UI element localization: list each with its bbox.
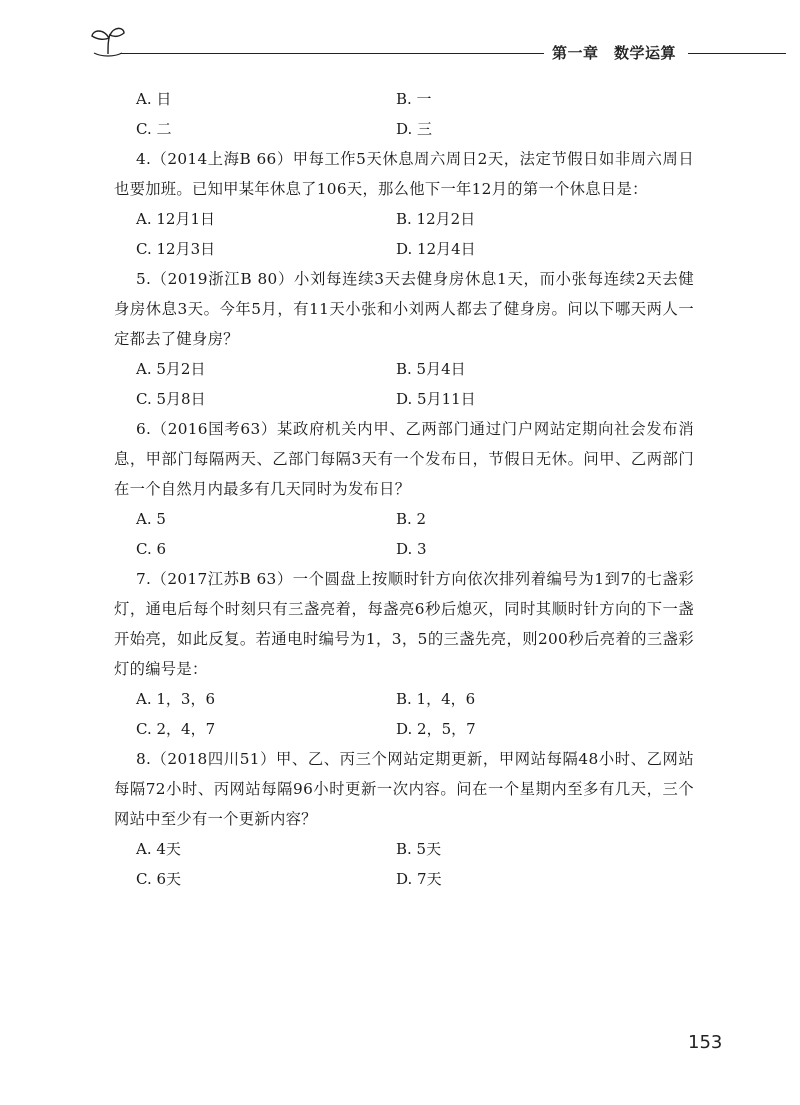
option-c: C. 6天	[136, 870, 182, 888]
option-b: B. 5月4日	[396, 360, 466, 378]
option-row	[114, 864, 694, 894]
question-7: 7.（2017江苏B 63）一个圆盘上按顺时针方向依次排列着编号为1到7的七盏彩灯，通电后每个时刻只有三盏亮着，每盏亮6秒后熄灭，同时其顺时针方向的下一盏开始亮，如此反复。若通电时编号为1，3，5的三盏先亮，则200秒后亮着的三盏彩灯的编号是：	[114, 570, 694, 678]
option-c: C. 2，4，7	[136, 720, 216, 738]
option-d: D. 2，5，7	[396, 720, 476, 738]
option-d: D. 5月11日	[396, 390, 476, 408]
option-b: B. 1，4，6	[396, 690, 476, 708]
option-b: B. 一	[396, 90, 432, 108]
option-a: A. 1，3，6	[136, 690, 215, 708]
option-a: A. 12月1日	[136, 210, 215, 228]
option-b: B. 2	[396, 510, 427, 528]
option-row	[114, 684, 694, 714]
option-row	[114, 504, 694, 534]
option-d: D. 12月4日	[396, 240, 476, 258]
option-row	[114, 354, 694, 384]
option-c: C. 12月3日	[136, 240, 216, 258]
question-8: 8.（2018四川51）甲、乙、丙三个网站定期更新，甲网站每隔48小时、乙网站每隔72小时、丙网站每隔96小时更新一次内容。问在一个星期内至多有几天，三个网站中至少有一个更新内容？	[114, 750, 694, 828]
option-d: D. 3	[396, 540, 427, 558]
chapter-title: 第一章 数学运算	[552, 44, 677, 62]
question-5: 5.（2019浙江B 80）小刘每连续3天去健身房休息1天，而小张每连续2天去健身房休息3天。今年5月，有11天小张和小刘两人都去了健身房。问以下哪天两人一定都去了健身房？	[114, 270, 694, 348]
option-d: D. 三	[396, 120, 433, 138]
option-row	[114, 114, 694, 144]
page-content	[114, 84, 694, 894]
option-c: C. 6	[136, 540, 167, 558]
option-row	[114, 534, 694, 564]
option-row	[114, 384, 694, 414]
option-a: A. 日	[136, 90, 172, 108]
option-a: A. 4天	[136, 840, 181, 858]
page-number: 153	[688, 1032, 723, 1053]
header-rule-right	[688, 53, 786, 54]
page-header	[0, 0, 800, 70]
option-a: A. 5	[136, 510, 166, 528]
option-d: D. 7天	[396, 870, 442, 888]
option-row	[114, 84, 694, 114]
option-c: C. 二	[136, 120, 172, 138]
option-row	[114, 204, 694, 234]
option-row	[114, 714, 694, 744]
option-c: C. 5月8日	[136, 390, 206, 408]
question-4: 4.（2014上海B 66）甲每工作5天休息周六周日2天，法定节假日如非周六周日也要加班。已知甲某年休息了106天，那么他下一年12月的第一个休息日是：	[114, 150, 694, 198]
option-a: A. 5月2日	[136, 360, 206, 378]
option-row	[114, 234, 694, 264]
question-6: 6.（2016国考63）某政府机关内甲、乙两部门通过门户网站定期向社会发布消息，甲部门每隔两天、乙部门每隔3天有一个发布日，节假日无休。问甲、乙两部门在一个自然月内最多有几天同时为发布日？	[114, 420, 694, 498]
header-rule-left	[120, 53, 544, 54]
option-row	[114, 834, 694, 864]
option-b: B. 12月2日	[396, 210, 476, 228]
option-b: B. 5天	[396, 840, 442, 858]
